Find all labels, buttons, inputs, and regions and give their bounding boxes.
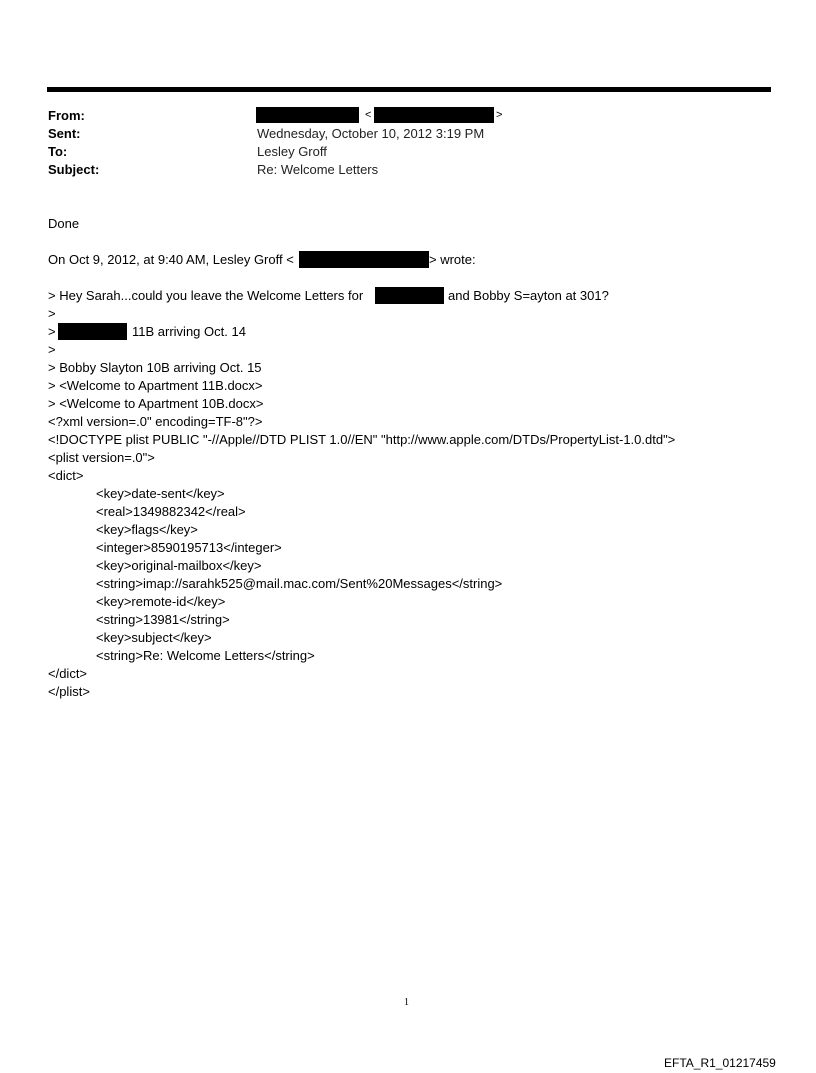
plist-entry: <integer>8590195713</integer> <box>96 540 282 555</box>
subject-value: Re: Welcome Letters <box>257 162 379 177</box>
quote-line-5: > Bobby Slayton 10B arriving Oct. 15 <box>48 360 262 375</box>
quote-line-1-post: and Bobby S=ayton at 301? <box>448 288 609 303</box>
plist-entry: <key>subject</key> <box>96 630 212 645</box>
document-id: EFTA_R1_01217459 <box>664 1056 776 1070</box>
subject-label: Subject: <box>48 162 100 177</box>
reply-text: Done <box>48 216 80 231</box>
from-label: From: <box>48 108 85 123</box>
xml-declaration: <?xml version=.0" encoding=TF-8"?> <box>48 414 263 429</box>
quote-line-7: > <Welcome to Apartment 10B.docx> <box>48 396 264 411</box>
dict-open: <dict> <box>48 468 84 483</box>
quote-line-4: > <box>48 342 56 357</box>
plist-entry: <key>date-sent</key> <box>96 486 225 501</box>
sent-label: Sent: <box>48 126 81 141</box>
quote-line-2: > <box>48 306 56 321</box>
quote-line-6: > <Welcome to Apartment 11B.docx> <box>48 378 263 393</box>
sent-value: Wednesday, October 10, 2012 3:19 PM <box>257 126 485 141</box>
to-label: To: <box>48 144 68 159</box>
to-value: Lesley Groff <box>257 144 327 159</box>
from-angle-close: > <box>496 109 503 121</box>
page-number: 1 <box>404 997 409 1008</box>
plist-entry: <real>1349882342</real> <box>96 504 246 519</box>
quote-line-3-pre: > <box>48 324 56 339</box>
redacted-name-2 <box>58 323 127 340</box>
quote-intro-pre: On Oct 9, 2012, at 9:40 AM, Lesley Groff < <box>48 252 294 267</box>
plist-close: </plist> <box>48 684 90 699</box>
redacted-name-1 <box>375 287 444 304</box>
plist-entry: <string>13981</string> <box>96 612 230 627</box>
quote-intro-post: > wrote: <box>429 252 476 267</box>
quote-line-3-post: 11B arriving Oct. 14 <box>132 324 246 339</box>
redacted-email <box>299 251 429 268</box>
plist-doctype: <!DOCTYPE plist PUBLIC "-//Apple//DTD PLIST 1.0//EN" "http://www.apple.com/DTDs/PropertyList-1.0.dtd"> <box>48 432 676 447</box>
plist-entry: <key>original-mailbox</key> <box>96 558 262 573</box>
redacted-sender-name <box>256 107 359 123</box>
dict-close: </dict> <box>48 666 88 681</box>
plist-open: <plist version=.0"> <box>48 450 155 465</box>
header-rule <box>47 87 771 92</box>
plist-entry: <string>Re: Welcome Letters</string> <box>96 648 315 663</box>
redacted-sender-email <box>374 107 494 123</box>
quote-line-1-pre: > Hey Sarah...could you leave the Welcome Letters for <box>48 288 364 303</box>
plist-entry: <string>imap://sarahk525@mail.mac.com/Sent%20Messages</string> <box>96 576 503 591</box>
from-angle-open: < <box>365 109 372 121</box>
plist-entry: <key>remote-id</key> <box>96 594 226 609</box>
plist-entry: <key>flags</key> <box>96 522 198 537</box>
